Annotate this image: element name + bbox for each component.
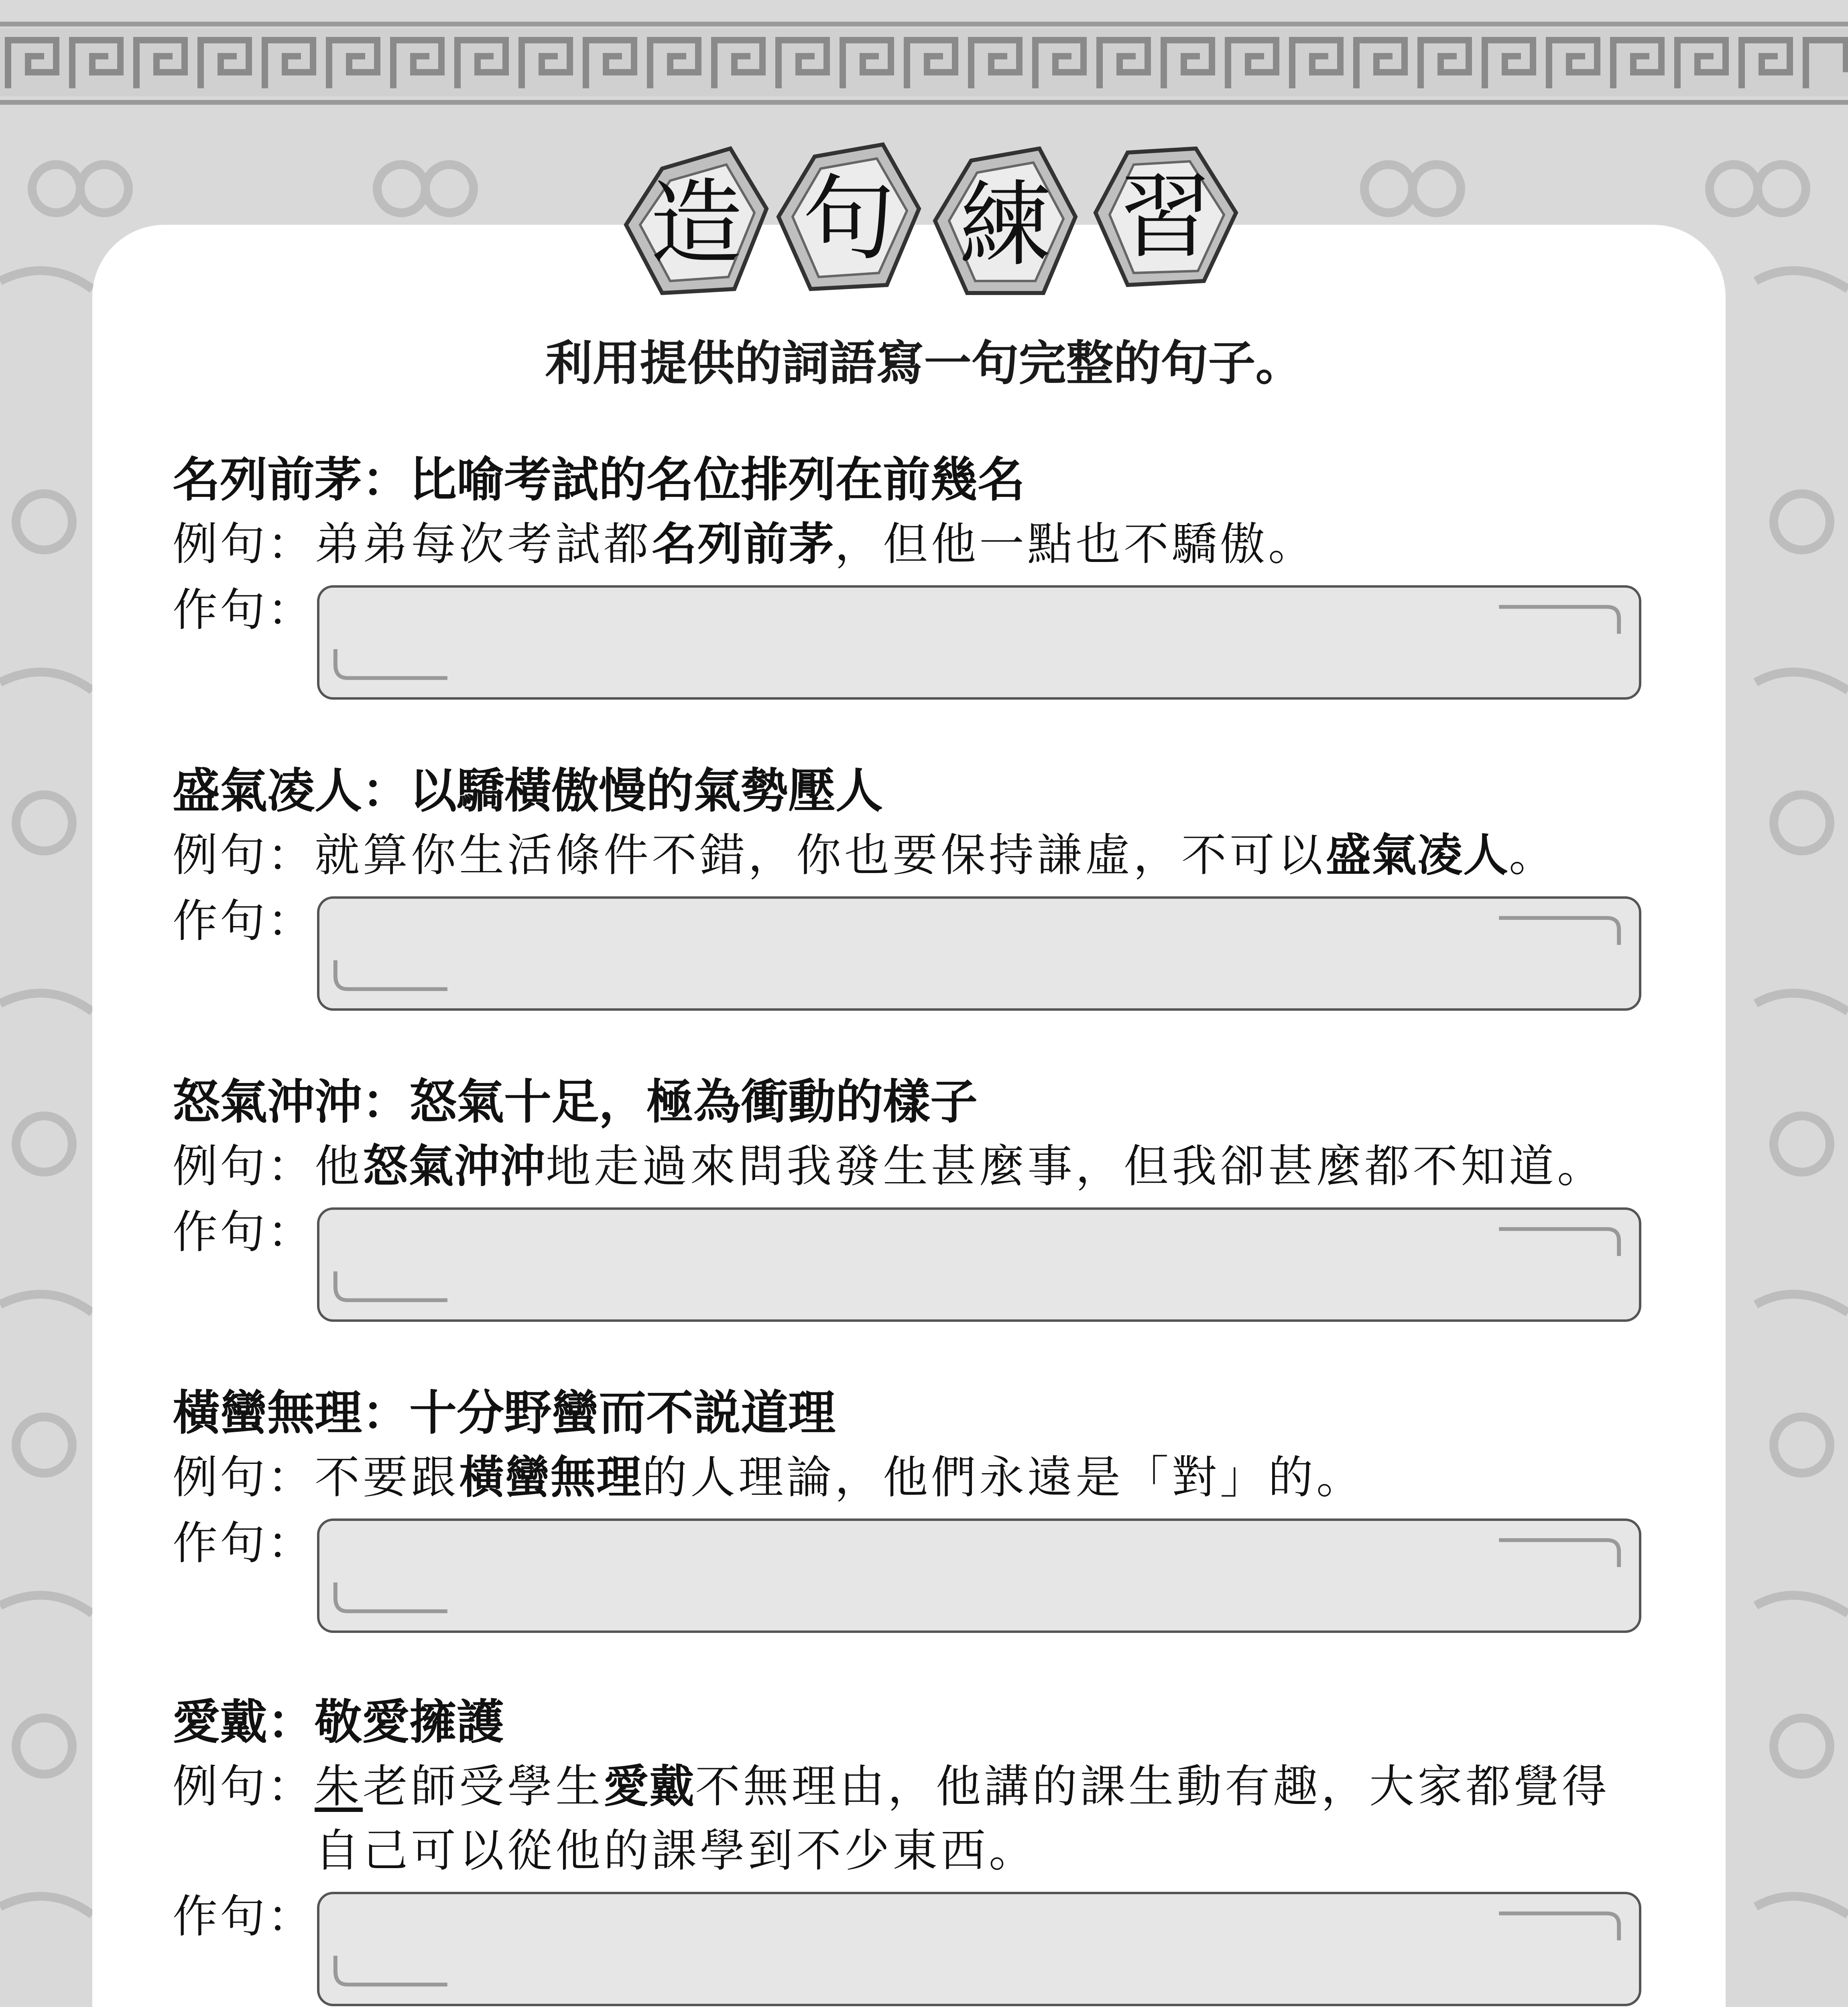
compose-label: 作句： bbox=[173, 1891, 315, 1943]
example-label: 例句： bbox=[173, 518, 315, 570]
compose-label: 作句： bbox=[173, 1517, 315, 1569]
page-title bbox=[610, 132, 1252, 317]
title-badge-4 bbox=[1096, 149, 1236, 285]
title-char: 造 bbox=[650, 170, 743, 277]
compose-row bbox=[173, 578, 1657, 698]
title-char: 練 bbox=[959, 172, 1052, 279]
example-text: 不無理由，他講的課生動有趣，大家都覺得自己可以從他的課學到不少東西。 bbox=[315, 1761, 1610, 1877]
title-char: 句 bbox=[802, 166, 895, 273]
example-text: ，但他一點也不驕傲。 bbox=[835, 518, 1316, 570]
compose-row bbox=[173, 1200, 1657, 1321]
example-term: 名列前茅 bbox=[652, 518, 835, 570]
example-text: 。 bbox=[1509, 829, 1557, 881]
box-corner-decoration bbox=[319, 1521, 1639, 1630]
title-badge-3 bbox=[935, 149, 1075, 293]
example-text: 弟弟每次考試都 bbox=[315, 518, 652, 570]
example-sentence bbox=[173, 1755, 1657, 1883]
term-definition: 愛戴：敬愛擁護 bbox=[173, 1694, 504, 1750]
compose-row bbox=[173, 1885, 1657, 2005]
answer-box[interactable] bbox=[317, 1207, 1641, 1322]
example-sentence bbox=[173, 1445, 1657, 1510]
compose-label: 作句： bbox=[173, 1206, 315, 1258]
answer-box[interactable] bbox=[317, 585, 1641, 700]
example-text: 的人理論，他們永遠是「對」的。 bbox=[642, 1451, 1364, 1504]
vocab-entry bbox=[173, 450, 1657, 698]
compose-label: 作句： bbox=[173, 584, 315, 636]
box-corner-decoration bbox=[319, 1894, 1639, 2004]
example-name: 朱 bbox=[315, 1761, 363, 1813]
example-sentence bbox=[173, 1134, 1657, 1199]
answer-box[interactable] bbox=[317, 1892, 1641, 2006]
example-term: 橫蠻無理 bbox=[459, 1451, 642, 1504]
compose-row bbox=[173, 1511, 1657, 1632]
term-definition: 橫蠻無理：十分野蠻而不説道理 bbox=[173, 1385, 836, 1441]
box-corner-decoration bbox=[319, 588, 1639, 697]
term-definition: 怒氣沖沖：怒氣十足，極為衝動的樣子 bbox=[173, 1074, 978, 1130]
term-definition: 名列前茅：比喻考試的名位排列在前幾名 bbox=[173, 452, 1025, 507]
example-sentence bbox=[173, 823, 1657, 887]
example-label: 例句： bbox=[173, 1140, 315, 1193]
example-term: 愛戴 bbox=[604, 1761, 695, 1813]
box-corner-decoration bbox=[319, 1210, 1639, 1319]
instruction-text: 利用提供的詞語寫一句完整的句子。 bbox=[545, 336, 1303, 391]
example-term: 怒氣沖沖 bbox=[363, 1140, 546, 1193]
example-label: 例句： bbox=[173, 1761, 315, 1813]
compose-label: 作句： bbox=[173, 895, 315, 947]
title-badge-2 bbox=[779, 145, 919, 289]
vocab-entry bbox=[173, 1383, 1657, 1632]
example-label: 例句： bbox=[173, 1451, 315, 1504]
vocab-entry bbox=[173, 761, 1657, 1010]
term-definition: 盛氣凌人：以驕橫傲慢的氣勢壓人 bbox=[173, 763, 883, 818]
example-term: 盛氣凌人 bbox=[1326, 829, 1509, 881]
vocab-entry bbox=[173, 1072, 1657, 1321]
answer-box[interactable] bbox=[317, 896, 1641, 1011]
example-sentence bbox=[173, 512, 1657, 576]
example-text: 地走過來問我發生甚麼事，但我卻甚麼都不知道。 bbox=[546, 1140, 1605, 1193]
example-text: 他 bbox=[315, 1140, 363, 1193]
box-corner-decoration bbox=[319, 899, 1639, 1008]
example-text: 老師受學生 bbox=[363, 1761, 604, 1813]
example-label: 例句： bbox=[173, 829, 315, 881]
answer-box[interactable] bbox=[317, 1518, 1641, 1633]
example-text: 不要跟 bbox=[315, 1451, 459, 1504]
title-badge-1 bbox=[626, 149, 766, 293]
greek-key-border-top bbox=[0, 24, 1848, 102]
title-char: 習 bbox=[1119, 164, 1212, 271]
vocab-entry bbox=[173, 1692, 1657, 2005]
example-text: 就算你生活條件不錯，你也要保持謙虛，不可以 bbox=[315, 829, 1326, 881]
compose-row bbox=[173, 889, 1657, 1010]
